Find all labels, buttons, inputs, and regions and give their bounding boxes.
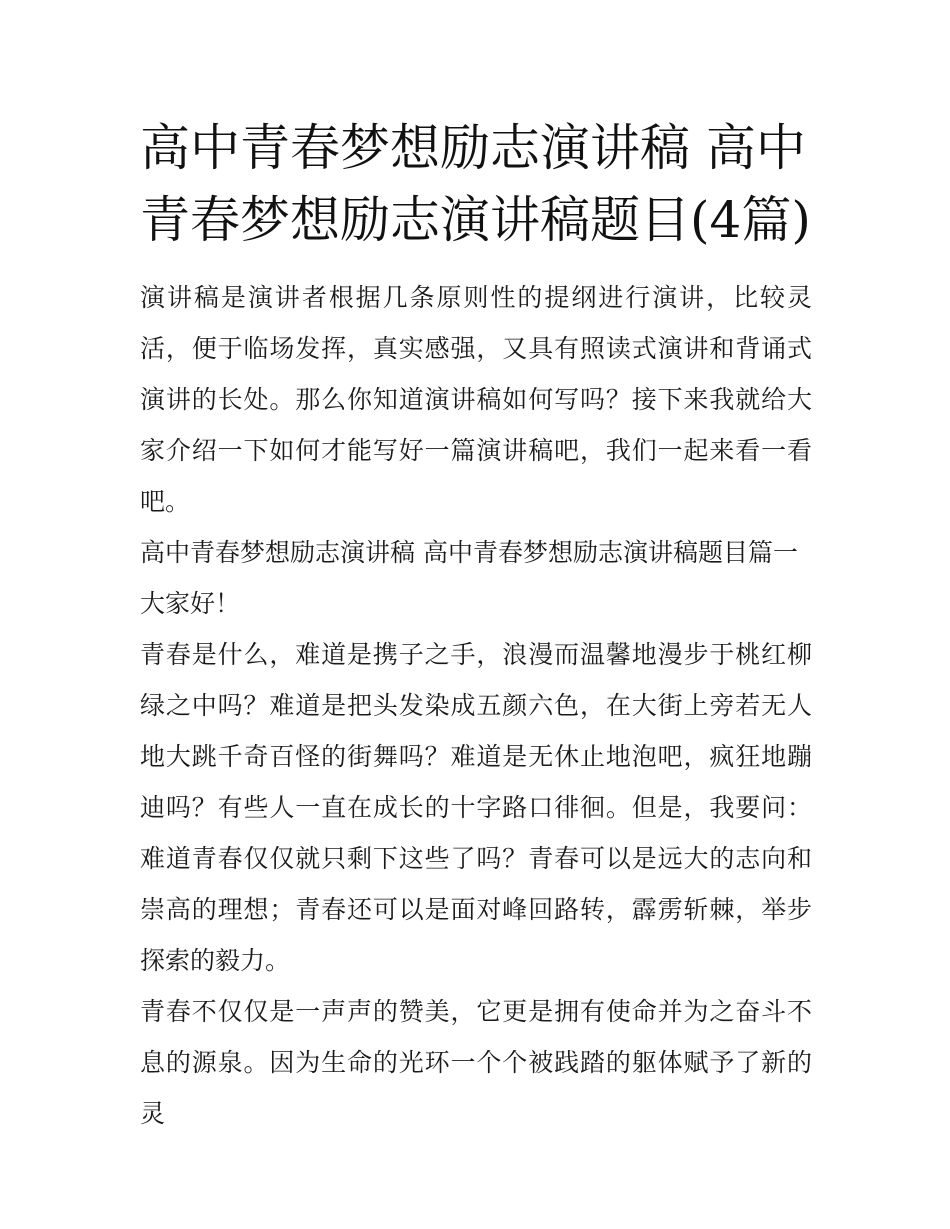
- document-title: 高中青春梦想励志演讲稿 高中青春梦想励志演讲稿题目(4篇): [140, 119, 811, 249]
- paragraph-youth-mission: 青春不仅仅是一声声的赞美，它更是拥有使命并为之奋斗不息的源泉。因为生命的光环一个个被践踏的躯体赋予了新的灵: [140, 997, 812, 1128]
- paragraph-greeting: 大家好！: [140, 589, 241, 618]
- document-body: [140, 112, 812, 1139]
- section-heading: 高中青春梦想励志演讲稿 高中青春梦想励志演讲稿题目篇一: [140, 538, 798, 567]
- paragraph-intro: 演讲稿是演讲者根据几条原则性的提纲进行演讲，比较灵活，便于临场发挥，真实感强，又具有照读式演讲和背诵式演讲的长处。那么你知道演讲稿如何写吗？接下来我就给大家介绍一下如何才能写好一篇演讲稿吧，我们一起来看一看吧。: [140, 283, 812, 516]
- paragraph-youth-question: 青春是什么，难道是携子之手，浪漫而温馨地漫步于桃红柳绿之中吗？难道是把头发染成五颜六色，在大街上旁若无人地大跳千奇百怪的街舞吗？难道是无休止地泡吧，疯狂地蹦迪吗？有些人一直在成长的十字路口徘徊。但是，我要问：难道青春仅仅就只剩下这些了吗？青春可以是远大的志向和崇高的理想；青春还可以是面对峰回路转，霹雳斩棘，举步探索的毅力。: [140, 640, 812, 975]
